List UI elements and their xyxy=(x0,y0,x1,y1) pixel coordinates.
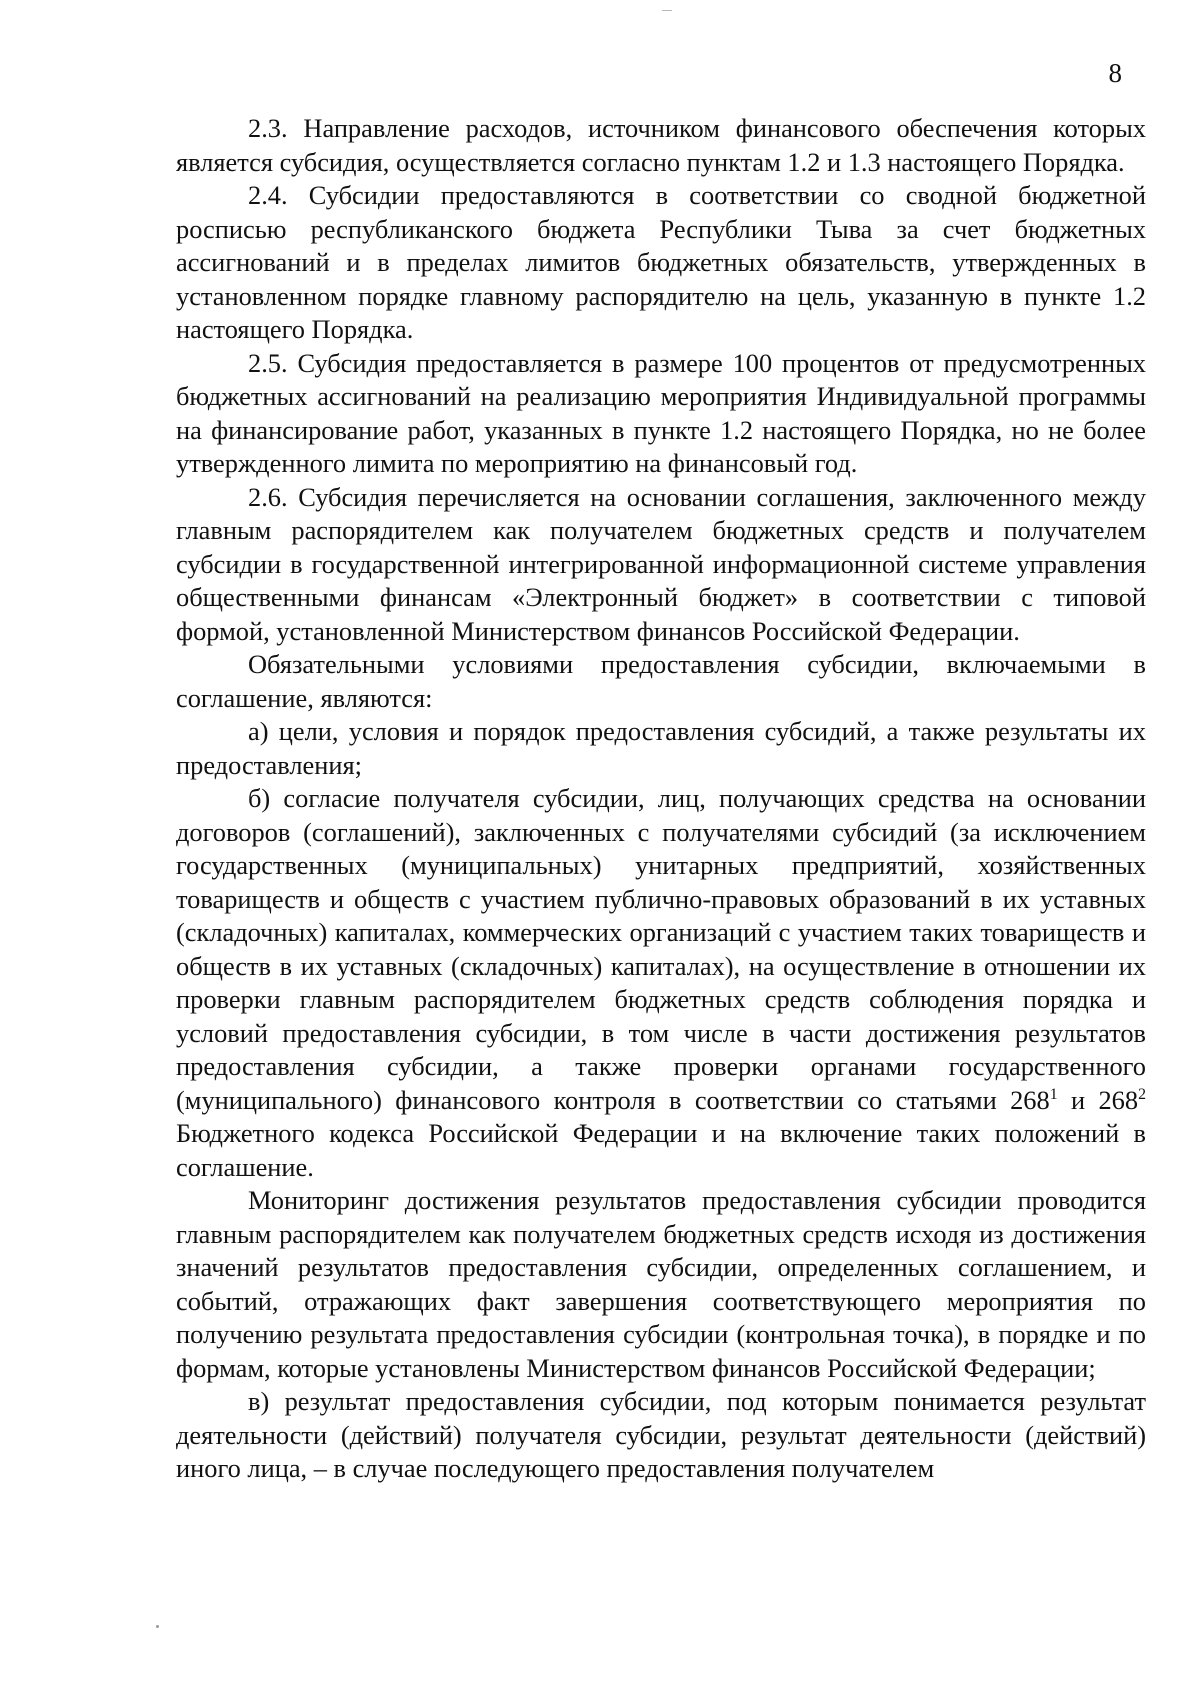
article-268-2-superscript: 2 xyxy=(1138,1085,1146,1103)
page-number: 8 xyxy=(1108,58,1122,88)
document-body xyxy=(176,112,1146,1486)
scan-artifact-dot xyxy=(156,1625,159,1628)
paragraph-monitoring: Мониторинг достижения результатов предоставления субсидии проводится главным распорядителем как получателем бюджетных средств исходя из достижения значений результатов предоставления субсидии, определенных соглашением, и событий, отражающих факт завершения соответствующего мероприятия по получению результата предоставления субсидии (контрольная точка), в порядке и по формам, которые установлены Министерством финансов Российской Федерации; xyxy=(176,1185,1146,1383)
item-b-text-middle: и 268 xyxy=(1057,1084,1139,1115)
paragraph-2-6: 2.6. Субсидия перечисляется на основании соглашения, заключенного между главным распорядителем как получателем бюджетных средств и получателем субсидии в государственной интегрированной информационной системе управления общественными финансам «Электронный бюджет» в соответствии с типовой формой, установленной Министерством финансов Российской Федерации. xyxy=(176,481,1146,646)
paragraph-item-a: а) цели, условия и порядок предоставления субсидий, а также результаты их предоставления; xyxy=(176,716,1146,780)
paragraph-item-v: в) результат предоставления субсидии, под которым понимается результат деятельности (действий) получателя субсидии, результат деятельности (действий) иного лица, – в случае последующего предоставления получателем xyxy=(176,1386,1146,1483)
paragraph-mandatory-conditions: Обязательными условиями предоставления субсидии, включаемыми в соглашение, являются: xyxy=(176,649,1146,713)
item-b-text-after: Бюджетного кодекса Российской Федерации и на включение таких положений в соглашение. xyxy=(176,1118,1146,1182)
paragraph-item-b xyxy=(176,782,1146,1184)
scan-artifact-mark xyxy=(662,10,672,11)
paragraph-2-3: 2.3. Направление расходов, источником финансового обеспечения которых является субсидия, осуществляется согласно пунктам 1.2 и 1.3 настоящего Порядка. xyxy=(176,113,1146,177)
paragraph-2-4: 2.4. Субсидии предоставляются в соответствии со сводной бюджетной росписью республиканского бюджета Республики Тыва за счет бюджетных ассигнований и в пределах лимитов бюджетных обязательств, утвержденных в установленном порядке главному распорядителю на цель, указанную в пункте 1.2 настоящего Порядка. xyxy=(176,180,1146,344)
article-268-1-superscript: 1 xyxy=(1049,1085,1058,1103)
item-b-text-before: б) согласие получателя субсидии, лиц, получающих средства на основании договоров (соглашений), заключенных с получателями субсидий (за исключением государственных (муниципальных) унитарных предприятий, хозяйственных товариществ и обществ с участием публично-правовых образований в их уставных (складочных) капиталах, коммерческих организаций с участием таких товариществ и обществ в их уставных (складочных) капиталах), на осуществление в отношении их проверки главным распорядителем бюджетных средств соблюдения порядка и условий предоставления субсидии, в том числе в части достижения результатов предоставления субсидии, а также проверки органами государственного (муниципального) финансового контроля в соответствии со статьями 268 xyxy=(176,783,1146,1115)
paragraph-2-5: 2.5. Субсидия предоставляется в размере 100 процентов от предусмотренных бюджетных ассигнований на реализацию мероприятия Индивидуальной программы на финансирование работ, указанных в пункте 1.2 настоящего Порядка, но не более утвержденного лимита по мероприятию на финансовый год. xyxy=(176,347,1146,478)
